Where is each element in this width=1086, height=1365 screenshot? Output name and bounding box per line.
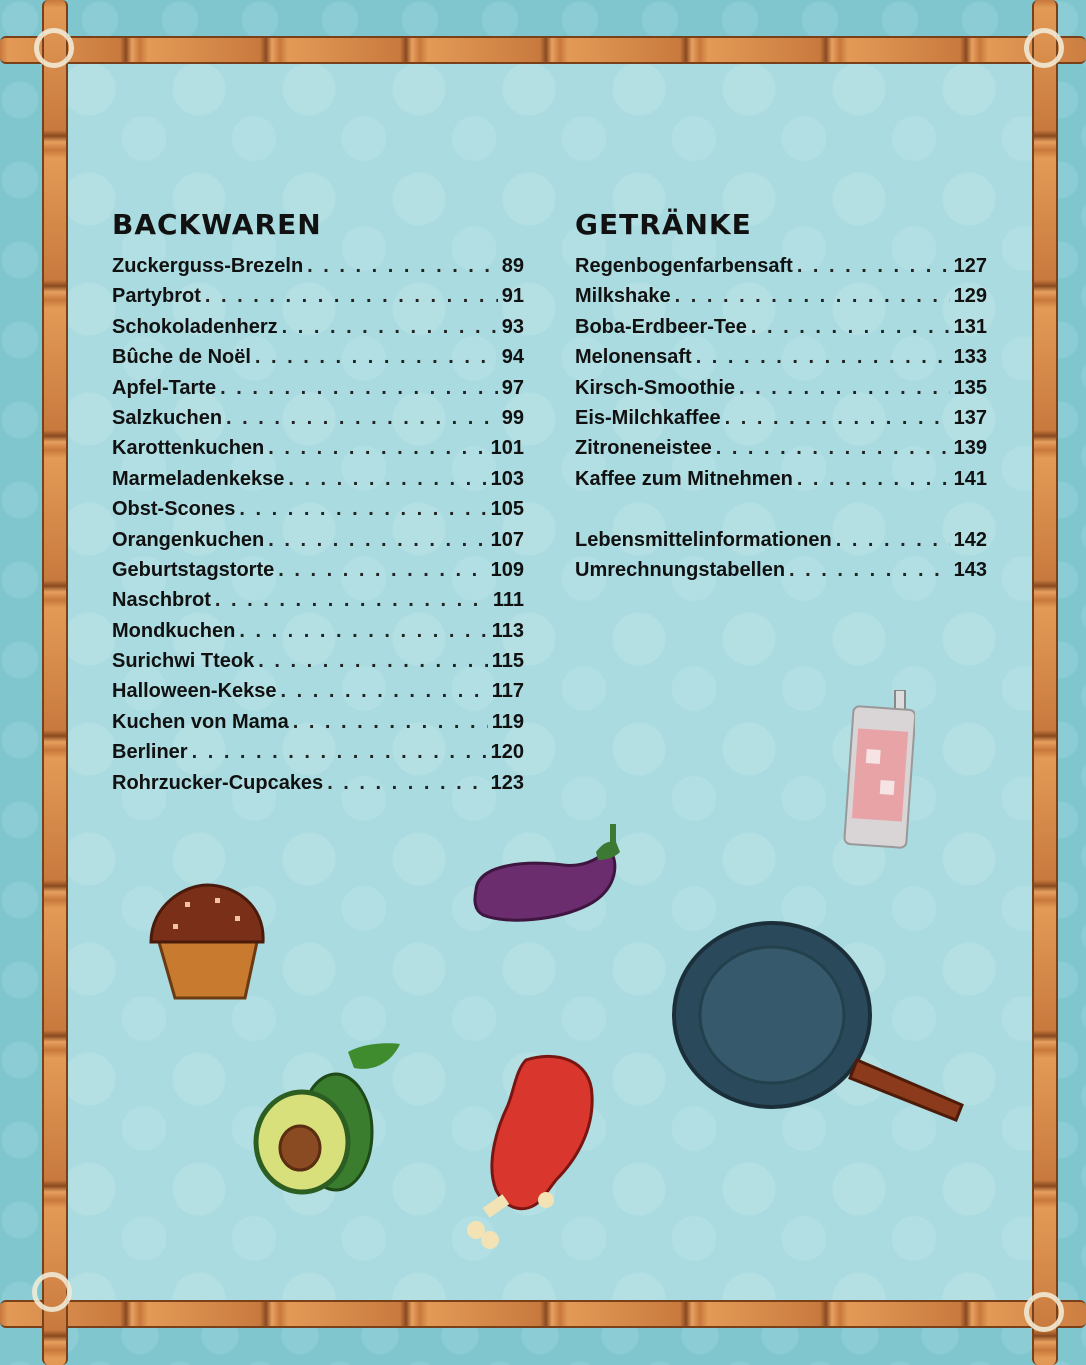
- entry-title: Kuchen von Mama: [112, 710, 289, 733]
- dot-leader: [739, 373, 950, 403]
- section-getraenke: [575, 205, 987, 585]
- entry-title: Zitroneneistee: [575, 437, 712, 460]
- page-number: 119: [491, 710, 524, 733]
- section-backwaren: [112, 205, 524, 798]
- dot-leader: [675, 281, 950, 311]
- entry-title: Salzkuchen: [112, 406, 223, 429]
- dot-leader: [282, 312, 498, 342]
- page-number: 135: [953, 376, 987, 399]
- dot-leader: [293, 707, 488, 737]
- page-number: 97: [501, 376, 524, 399]
- page-number: 133: [953, 346, 987, 369]
- page-number: 103: [490, 467, 524, 490]
- page-number: 142: [953, 528, 987, 551]
- dot-leader: [716, 433, 950, 463]
- page-number: 89: [501, 255, 524, 277]
- page-number: 141: [953, 467, 987, 490]
- entry-title: Karottenkuchen: [112, 437, 265, 460]
- dot-leader: [215, 585, 489, 615]
- page-number: 93: [501, 315, 524, 338]
- page-number: 139: [953, 437, 987, 460]
- toc-entry: [112, 373, 524, 403]
- page-number: 120: [490, 741, 524, 764]
- entry-title: Schokoladenherz: [112, 315, 278, 338]
- drumstick-icon: [466, 1050, 601, 1250]
- entry-title: Mondkuchen: [112, 619, 236, 642]
- entry-title: Marmeladenkekse: [112, 467, 285, 490]
- entry-title: Geburtstagstorte: [112, 558, 275, 581]
- toc-entry: [112, 312, 524, 342]
- entry-title: Lebensmittelinformationen: [575, 528, 832, 551]
- dot-leader: [288, 464, 486, 494]
- dot-leader: [278, 555, 486, 585]
- page-number: 113: [491, 619, 524, 642]
- entry-title: Kaffee zum Mitnehmen: [575, 467, 793, 490]
- entry-title: Halloween-Kekse: [112, 680, 277, 703]
- bamboo-frame-left: [42, 0, 68, 1365]
- dot-leader: [327, 768, 486, 798]
- bamboo-frame-bottom: [0, 1300, 1086, 1328]
- bamboo-frame-top: [0, 36, 1086, 64]
- toc-list: [112, 251, 524, 798]
- dot-leader: [725, 403, 950, 433]
- toc-entry: [112, 281, 524, 311]
- toc-entry: [112, 737, 524, 767]
- entry-title: Kirsch-Smoothie: [575, 376, 736, 399]
- entry-title: Naschbrot: [112, 589, 211, 612]
- rope-knot-icon: [1024, 28, 1064, 68]
- section-title: BACKWAREN: [112, 208, 322, 241]
- bamboo-frame-right: [1032, 0, 1058, 1365]
- dot-leader: [836, 525, 950, 555]
- page-number: 131: [953, 315, 987, 338]
- toc-entry: [575, 373, 987, 403]
- toc-entry: [575, 555, 987, 585]
- dot-leader: [797, 251, 950, 281]
- dot-leader: [797, 464, 950, 494]
- page-number: 129: [953, 285, 987, 308]
- page-number: 117: [491, 680, 524, 703]
- page-number: 91: [501, 285, 524, 308]
- toc-list: [575, 251, 987, 494]
- entry-title: Berliner: [112, 741, 188, 764]
- page-number: 107: [490, 528, 524, 551]
- entry-title: Boba-Erdbeer-Tee: [575, 315, 747, 338]
- toc-entry: [575, 251, 987, 281]
- dot-leader: [205, 281, 498, 311]
- page-number: 101: [490, 437, 524, 460]
- page-number: 94: [501, 346, 524, 369]
- toc-entry: [575, 342, 987, 372]
- entry-title: Eis-Milchkaffee: [575, 406, 721, 429]
- page-number: 143: [953, 558, 987, 581]
- dot-leader: [751, 312, 950, 342]
- entry-title: Surichwi Tteok: [112, 650, 255, 673]
- entry-title: Bûche de Noël: [112, 346, 251, 369]
- page-number: 127: [953, 255, 987, 277]
- toc-entry: [112, 585, 524, 615]
- dot-leader: [258, 646, 487, 676]
- dot-leader: [255, 342, 498, 372]
- rope-knot-icon: [1024, 1292, 1064, 1332]
- toc-entry: [112, 342, 524, 372]
- frying-pan-icon: [672, 920, 972, 1125]
- toc-list-extras: [575, 525, 987, 586]
- dot-leader: [789, 555, 950, 585]
- toc-entry: [575, 281, 987, 311]
- entry-title: Melonensaft: [575, 346, 692, 369]
- page-number: 115: [491, 650, 524, 673]
- dot-leader: [307, 251, 498, 281]
- spacer: [575, 494, 987, 524]
- toc-entry: [112, 707, 524, 737]
- entry-title: Zuckerguss-Brezeln: [112, 255, 304, 277]
- toc-entry: [575, 464, 987, 494]
- toc-entry: [112, 525, 524, 555]
- page-number: 137: [953, 406, 987, 429]
- toc-entry: [112, 768, 524, 798]
- page-number: 123: [490, 771, 524, 794]
- dot-leader: [239, 616, 487, 646]
- toc-entry: [112, 494, 524, 524]
- toc-entry: [575, 433, 987, 463]
- toc-entry: [112, 433, 524, 463]
- page-number: 111: [492, 589, 524, 612]
- dot-leader: [268, 433, 486, 463]
- page-number: 109: [490, 558, 524, 581]
- dot-leader: [239, 494, 486, 524]
- toc-entry: [112, 464, 524, 494]
- eggplant-icon: [468, 820, 628, 930]
- toc-entry: [112, 555, 524, 585]
- entry-title: Apfel-Tarte: [112, 376, 217, 399]
- section-title: GETRÄNKE: [575, 208, 752, 241]
- rope-knot-icon: [34, 28, 74, 68]
- toc-entry: [575, 403, 987, 433]
- page-number: 105: [490, 498, 524, 521]
- rope-knot-icon: [32, 1272, 72, 1312]
- entry-title: Orangenkuchen: [112, 528, 265, 551]
- page-number: 99: [501, 406, 524, 429]
- toc-entry: [112, 676, 524, 706]
- entry-title: Obst-Scones: [112, 498, 236, 521]
- toc-entry: [112, 403, 524, 433]
- entry-title: Partybrot: [112, 285, 201, 308]
- dot-leader: [696, 342, 950, 372]
- muffin-icon: [145, 880, 270, 1005]
- dot-leader: [281, 676, 488, 706]
- avocado-icon: [244, 1040, 404, 1195]
- toc-entry: [575, 312, 987, 342]
- entry-title: Rohrzucker-Cupcakes: [112, 771, 324, 794]
- entry-title: Umrechnungstabellen: [575, 558, 786, 581]
- dot-leader: [192, 737, 487, 767]
- toc-entry: [575, 525, 987, 555]
- dot-leader: [226, 403, 498, 433]
- toc-entry: [112, 616, 524, 646]
- toc-entry: [112, 251, 524, 281]
- dot-leader: [268, 525, 486, 555]
- toc-entry: [112, 646, 524, 676]
- dot-leader: [220, 373, 498, 403]
- entry-title: Milkshake: [575, 285, 671, 308]
- entry-title: Regenbogenfarbensaft: [575, 255, 793, 277]
- soda-can-icon: [835, 690, 915, 855]
